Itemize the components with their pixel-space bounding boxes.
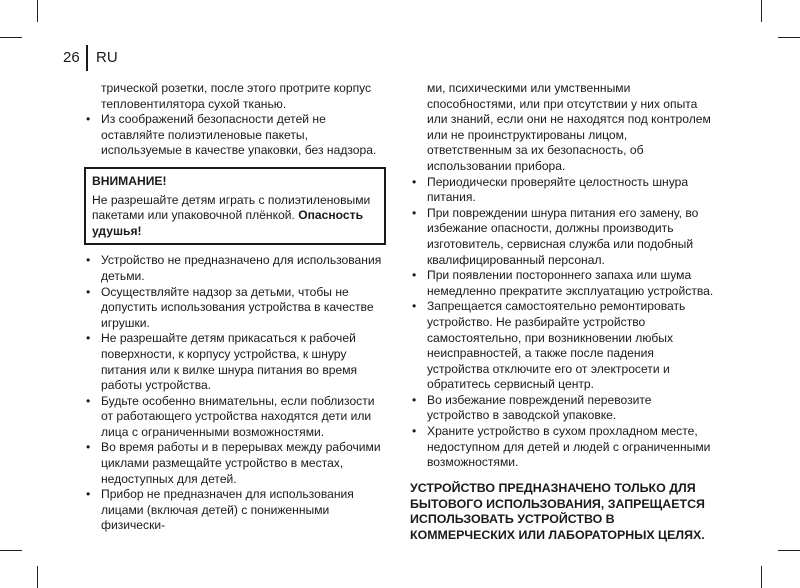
crop-mark [37, 0, 38, 22]
bullet-icon: • [86, 112, 91, 127]
bullet-icon: • [86, 487, 91, 502]
crop-mark [778, 37, 800, 38]
list-item-text: При появлении постороннего запаха или шума немедленно прекратите эксплуатацию устройства. [427, 268, 714, 298]
list-item-text: Храните устройство в сухом прохладном месте, недоступном для детей и людей с ограниченными возможностями. [427, 424, 711, 470]
list-item [84, 487, 386, 534]
bullet-list [84, 253, 386, 534]
list-item [84, 394, 386, 441]
continuation-text: ми, психическими или умственными способностями, или при отсутствии у них опыта или знаний, если они не находятся под контролем или не проинструктированы лицом, ответственным за их безопасность, об использовании прибора. [427, 81, 711, 173]
continuation-text: трической розетки, после этого протрите корпус тепловентилятора сухой тканью. [101, 81, 372, 111]
bullet-icon: • [86, 440, 91, 455]
bullet-icon: • [412, 299, 417, 314]
header-divider [86, 45, 88, 71]
list-item-text: Будьте особенно внимательны, если поблизости от работающего устройства находятся дети или лица с ограниченными возможностями. [101, 393, 375, 439]
list-item-text: Из соображений безопасности детей не оставляйте полиэтиленовые пакеты, используемые в качестве упаковки, без надзора. [101, 112, 377, 158]
list-item-text: Прибор не предназначен для использования лицами (включая детей) с пониженными физически- [101, 487, 354, 533]
list-item-text: Периодически проверяйте целостность шнура питания. [427, 174, 689, 205]
warning-title: ВНИМАНИЕ! [92, 173, 167, 188]
list-item [410, 299, 715, 393]
bullet-icon: • [412, 392, 417, 407]
list-item-text: Не разрешайте детям прикасаться к рабочей поверхности, к корпусу устройства, к шнуру питания или к вилке шнура питания во время работы устройства. [101, 331, 358, 393]
crop-mark [761, 0, 762, 22]
final-notice: УСТРОЙСТВО ПРЕДНАЗНАЧЕНО ТОЛЬКО ДЛЯ БЫТОВОГО ИСПОЛЬЗОВАНИЯ, ЗАПРЕЩАЕТСЯ ИСПОЛЬЗОВАТЬ УСТРОЙСТВО В КОММЕРЧЕСКИХ ИЛИ ЛАБОРАТОРНЫХ ЦЕЛЯХ. [410, 480, 705, 543]
bullet-icon: • [86, 253, 91, 268]
list-item-text: Запрещается самостоятельно ремонтировать устройство. Не разбирайте устройство самостоятельно, при возникновении любых неисправностей, а также после падения устройства отключите его от электросети и обратитесь сервисный центр. [427, 299, 686, 392]
list-item [84, 440, 386, 487]
bullet-icon: • [412, 268, 417, 283]
bullet-icon: • [86, 393, 91, 408]
bullet-list-top [84, 112, 386, 159]
list-item [410, 424, 715, 471]
bullet-list [410, 175, 715, 471]
list-item [410, 206, 715, 268]
bullet-icon: • [412, 205, 417, 220]
list-item-text: Устройство не предназначено для использования детьми. [101, 253, 382, 283]
crop-mark [0, 550, 22, 551]
list-item [410, 175, 715, 206]
list-item [84, 112, 386, 159]
language-label: RU [96, 49, 118, 66]
warning-box [84, 167, 386, 245]
bullet-icon: • [412, 424, 417, 439]
crop-mark [778, 550, 800, 551]
warning-emphasis: Опасность удушья! [92, 208, 363, 238]
bullet-icon: • [412, 174, 417, 189]
list-item-text: Во избежание повреждений перевозите устройство в заводской упаковке. [427, 392, 652, 423]
warning-body [92, 193, 378, 240]
list-item [84, 253, 386, 284]
crop-mark [0, 37, 22, 38]
warning-text: Не разрешайте детям играть с полиэтиленовыми пакетами или упаковочной плёнкой. [92, 192, 371, 223]
list-item-text: Во время работы и в перерывах между рабочими циклами размещайте устройство в местах, недоступных для детей. [101, 440, 381, 486]
crop-mark [761, 566, 762, 588]
right-column [410, 81, 715, 544]
list-item-text: При повреждении шнура питания его замену, во избежание опасности, должны производить изготовитель, сервисная служба или подобный квалифицированный персонал. [427, 205, 699, 267]
page-number: 26 [63, 49, 80, 66]
list-item [410, 268, 715, 299]
list-item [410, 393, 715, 424]
list-item-text: Осуществляйте надзор за детьми, чтобы не допустить использования устройства в качестве игрушки. [101, 284, 374, 330]
crop-mark [37, 566, 38, 588]
bullet-icon: • [86, 284, 91, 299]
left-column [84, 81, 386, 534]
list-item [84, 331, 386, 393]
list-item [84, 285, 386, 332]
bullet-icon: • [86, 331, 91, 346]
